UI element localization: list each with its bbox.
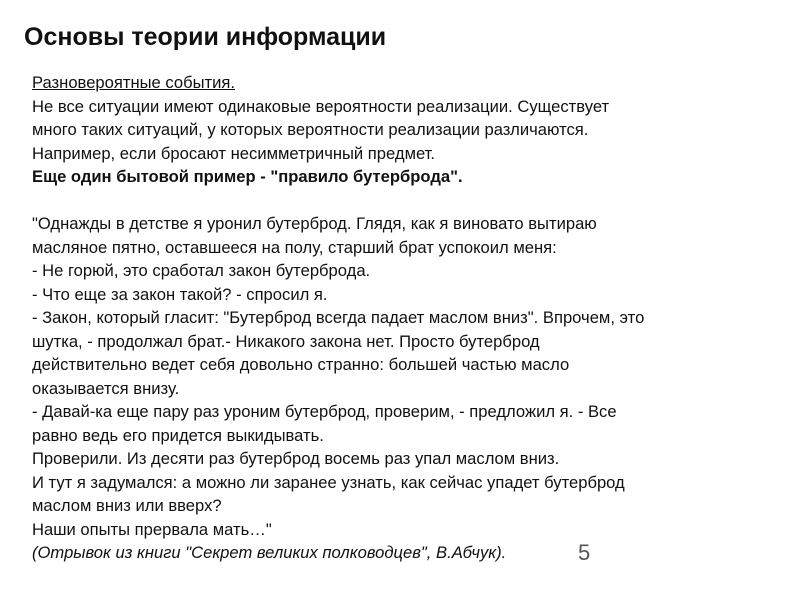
paragraph-spacer	[32, 189, 772, 213]
story-line: "Однажды в детстве я уронил бутерброд. Глядя, как я виновато вытираю	[32, 214, 597, 233]
intro-line: Не все ситуации имеют одинаковые вероятности реализации. Существует	[32, 96, 610, 116]
story-line: - Что еще за закон такой? - спросил я.	[32, 284, 328, 304]
story-line: маслом вниз или вверх?	[32, 496, 222, 515]
story-line: равно ведь его придется выкидывать.	[32, 425, 324, 445]
story-line: действительно ведет себя довольно странно: большей частью масло	[32, 355, 570, 374]
page-number: 5	[578, 540, 591, 565]
story-line: И тут я задумался: а можно ли заранее узнать, как сейчас упадет бутерброд	[32, 472, 625, 492]
story-source: (Отрывок из книги "Секрет великих полководцев", В.Абчук).	[32, 543, 507, 562]
story-line: шутка, - продолжал брат.- Никакого закона нет. Просто бутерброд	[32, 331, 540, 351]
slide-title: Основы теории информации	[24, 23, 387, 51]
intro-line: много таких ситуаций, у которых вероятности реализации различаются.	[32, 120, 589, 139]
intro-line: Например, если бросают несимметричный предмет.	[32, 143, 436, 163]
story-line: масляное пятно, оставшееся на полу, старший брат успокоил меня:	[32, 237, 557, 257]
slide-body	[32, 71, 772, 565]
story-line: Проверили. Из десяти раз бутерброд восемь раз упал маслом вниз.	[32, 449, 560, 468]
story-line: - Не горюй, это сработал закон бутерброда.	[32, 261, 371, 280]
story-line: - Давай-ка еще пару раз уроним бутерброд, проверим, - предложил я. - Все	[32, 402, 617, 421]
story-line: оказывается внизу.	[32, 378, 180, 398]
intro-emphasis: Еще один бытовой пример - "правило бутерброда".	[32, 167, 463, 186]
intro-heading: Разновероятные события.	[32, 73, 235, 92]
story-line: Наши опыты прервала мать…"	[32, 519, 272, 539]
story-line: - Закон, который гласит: "Бутерброд всегда падает маслом вниз". Впрочем, это	[32, 308, 645, 327]
